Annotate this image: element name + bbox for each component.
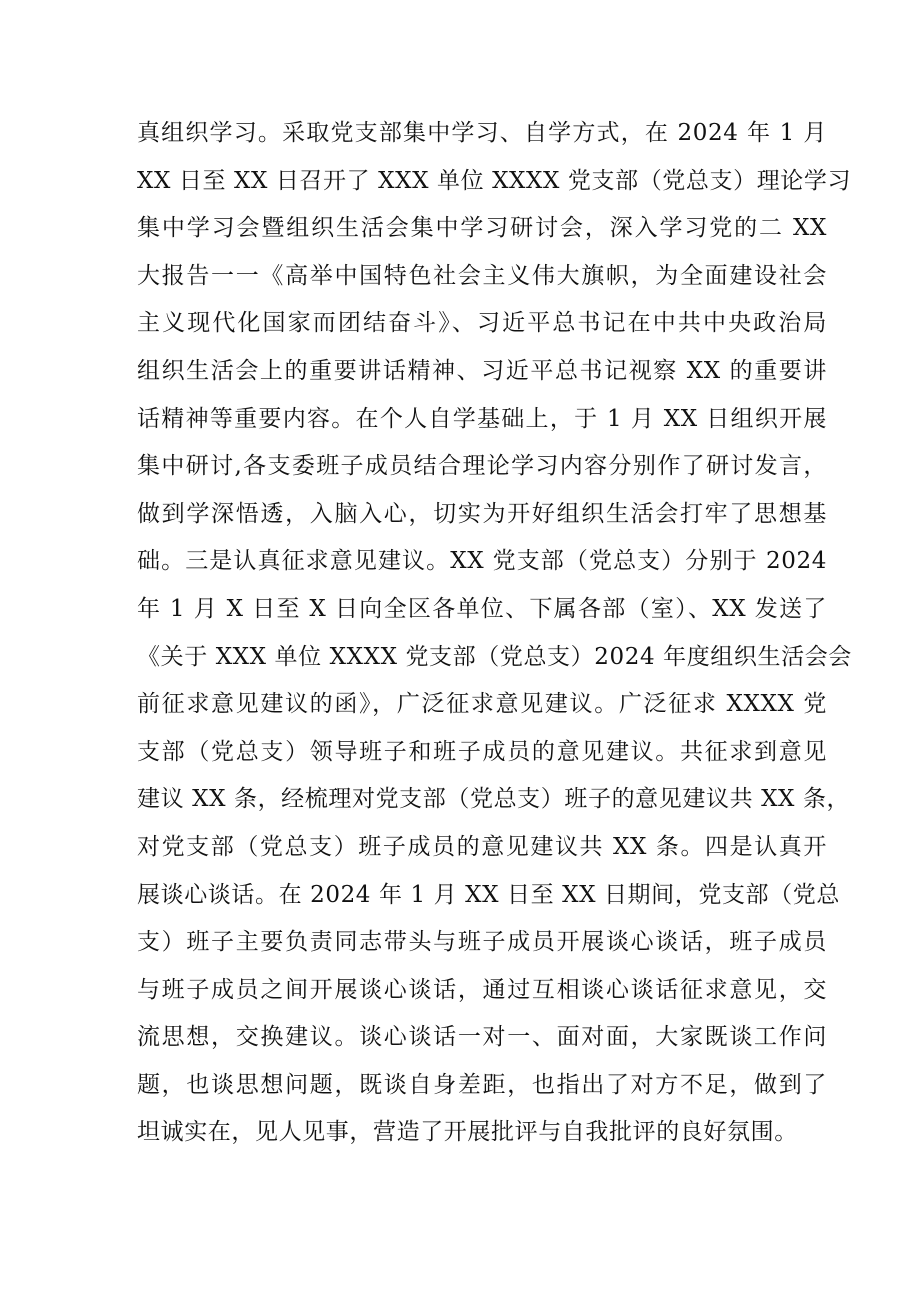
text-line: 做到学深悟透，入脑入心，切实为开好组织生活会打牢了思想基 bbox=[137, 500, 827, 527]
text-line: 与班子成员之间开展谈心谈话，通过互相谈心谈话征求意见，交 bbox=[137, 976, 827, 1003]
text-line: 集中研讨,各支委班子成员结合理论学习内容分别作了研讨发言， bbox=[137, 453, 827, 480]
body-paragraph bbox=[137, 110, 852, 1157]
text-line: 流思想，交换建议。谈心谈话一对一、面对面，大家既谈工作问 bbox=[137, 1024, 827, 1051]
text-line: 《关于 XXX 单位 XXXX 党支部（党总支）2024 年度组织生活会会 bbox=[137, 643, 852, 670]
text-line: 组织生活会上的重要讲话精神、习近平总书记视察 XX 的重要讲 bbox=[137, 357, 827, 384]
text-line: 建议 XX 条，经梳理对党支部（党总支）班子的意见建议共 XX 条， bbox=[137, 786, 851, 813]
text-line: 主义现代化国家而团结奋斗》、习近平总书记在中共中央政治局 bbox=[137, 310, 827, 337]
text-line: 大报告一一《高举中国特色社会主义伟大旗帜，为全面建设社会 bbox=[137, 262, 827, 289]
text-line: 坦诚实在，见人见事，营造了开展批评与自我批评的良好氛围。 bbox=[137, 1119, 798, 1146]
text-line: 展谈心谈话。在 2024 年 1 月 XX 日至 XX 日期间，党支部（党总 bbox=[137, 881, 840, 908]
text-line: 支）班子主要负责同志带头与班子成员开展谈心谈话，班子成员 bbox=[137, 929, 827, 956]
text-line: 话精神等重要内容。在个人自学基础上，于 1 月 XX 日组织开展 bbox=[137, 405, 827, 432]
text-line: 支部（党总支）领导班子和班子成员的意见建议。共征求到意见 bbox=[137, 738, 827, 765]
text-line: XX 日至 XX 日召开了 XXX 单位 XXXX 党支部（党总支）理论学习 bbox=[137, 167, 852, 194]
text-line: 对党支部（党总支）班子成员的意见建议共 XX 条。四是认真开 bbox=[137, 833, 827, 860]
text-line: 前征求意见建议的函》，广泛征求意见建议。广泛征求 XXXX 党 bbox=[137, 691, 827, 718]
text-line: 真组织学习。采取党支部集中学习、自学方式，在 2024 年 1 月 bbox=[137, 120, 827, 146]
text-line: 础。三是认真征求意见建议。XX 党支部（党总支）分别于 2024 bbox=[137, 548, 827, 575]
text-line: 题，也谈思想问题，既谈自身差距，也指出了对方不足，做到了 bbox=[137, 1071, 827, 1098]
text-line: 年 1 月 X 日至 X 日向全区各单位、下属各部（室）、XX 发送了 bbox=[137, 595, 827, 622]
text-line: 集中学习会暨组织生活会集中学习研讨会，深入学习党的二 XX bbox=[137, 215, 827, 242]
